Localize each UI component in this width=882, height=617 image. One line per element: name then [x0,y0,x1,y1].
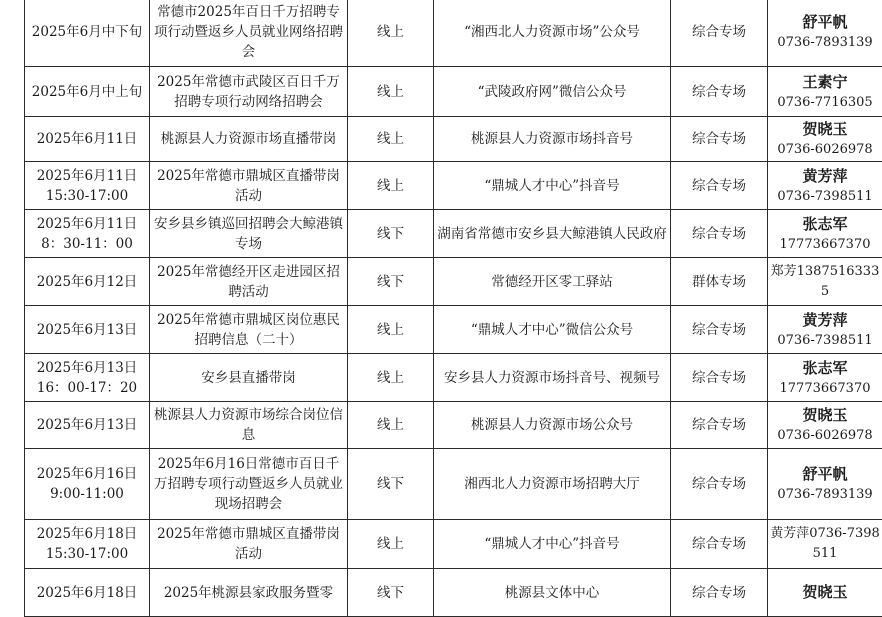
date-cell: 2025年6月11日 8：30-11：00 [25,210,150,258]
title-cell: 2025年常德市武陵区百日千万招聘专项行动网络招聘会 [150,67,348,117]
type-cell: 综合专场 [671,402,768,449]
title-cell: 2025年桃源县家政服务暨零 [150,569,348,617]
table-row [25,449,882,520]
contact-cell [768,258,882,306]
contact-name: 王素宁 [770,72,880,93]
title-cell: 2025年常德市鼎城区直播带岗活动 [150,162,348,210]
mode-cell: 线上 [348,0,434,67]
date-cell: 2025年6月11日 [25,117,150,162]
title-cell: 2025年常德市鼎城区岗位惠民招聘信息（二十） [150,306,348,354]
mode-cell: 线上 [348,117,434,162]
contact-name: 贺晓玉 [770,582,880,603]
type-cell: 综合专场 [671,569,768,617]
contact-text: 黄芳萍0736-7398511 [770,524,880,564]
contact-phone: 0736-7893139 [770,33,880,52]
table-row [25,0,882,67]
mode-cell: 线上 [348,162,434,210]
venue-cell: “鼎城人才中心”抖音号 [434,162,671,210]
contact-cell [768,354,882,402]
mode-cell: 线下 [348,258,434,306]
title-cell: 常德市2025年百日千万招聘专项行动暨返乡人员就业网络招聘会 [150,0,348,67]
mode-cell: 线上 [348,354,434,402]
contact-phone: 0736-6026978 [770,140,880,159]
mode-cell: 线下 [348,210,434,258]
venue-cell: “鼎城人才中心”微信公众号 [434,306,671,354]
title-cell: 桃源县人力资源市场综合岗位信息 [150,402,348,449]
title-cell: 2025年常德市鼎城区直播带岗活动 [150,520,348,569]
contact-name: 舒平帆 [770,12,880,33]
table-row [25,354,882,402]
mode-cell: 线上 [348,402,434,449]
contact-name: 贺晓玉 [770,119,880,140]
mode-cell: 线上 [348,306,434,354]
contact-cell [768,569,882,617]
table-row [25,258,882,306]
type-cell: 综合专场 [671,210,768,258]
contact-name: 张志军 [770,214,880,235]
date-cell: 2025年6月12日 [25,258,150,306]
venue-cell: 安乡县人力资源市场抖音号、视频号 [434,354,671,402]
title-cell: 2025年常德经开区走进园区招聘活动 [150,258,348,306]
venue-cell: 桃源县文体中心 [434,569,671,617]
contact-cell [768,402,882,449]
table-row [25,402,882,449]
contact-phone: 0736-6026978 [770,426,880,445]
type-cell: 综合专场 [671,117,768,162]
title-cell: 2025年6月16日常德市百日千万招聘专项行动暨返乡人员就业现场招聘会 [150,449,348,520]
job-fair-schedule-table [24,0,882,617]
venue-cell: 常德经开区零工驿站 [434,258,671,306]
date-cell: 2025年6月11日 15:30-17:00 [25,162,150,210]
venue-cell: 湖南省常德市安乡县大鲸港镇人民政府 [434,210,671,258]
contact-phone: 17773667370 [770,235,880,254]
contact-name: 舒平帆 [770,464,880,485]
date-cell: 2025年6月18日 [25,569,150,617]
table-row [25,569,882,617]
type-cell: 综合专场 [671,162,768,210]
venue-cell: 桃源县人力资源市场公众号 [434,402,671,449]
mode-cell: 线上 [348,67,434,117]
mode-cell: 线上 [348,520,434,569]
date-cell: 2025年6月13日 [25,306,150,354]
type-cell: 综合专场 [671,306,768,354]
type-cell: 综合专场 [671,354,768,402]
contact-phone: 0736-7893139 [770,485,880,504]
date-cell: 2025年6月13日 [25,402,150,449]
type-cell: 综合专场 [671,520,768,569]
venue-cell: 桃源县人力资源市场抖音号 [434,117,671,162]
contact-cell [768,306,882,354]
type-cell: 群体专场 [671,258,768,306]
date-cell: 2025年6月18日 15:30-17:00 [25,520,150,569]
contact-name: 贺晓玉 [770,405,880,426]
contact-phone: 17773667370 [770,379,880,398]
type-cell: 综合专场 [671,67,768,117]
venue-cell: “湘西北人力资源市场”公众号 [434,0,671,67]
venue-cell: “武陵政府网”微信公众号 [434,67,671,117]
contact-text: 郑芳13875163335 [770,262,880,302]
contact-phone: 0736-7398511 [770,331,880,350]
table-row [25,67,882,117]
contact-phone: 0736-7716305 [770,93,880,112]
table-row [25,306,882,354]
date-cell: 2025年6月中下旬 [25,0,150,67]
contact-cell [768,162,882,210]
contact-name: 黄芳萍 [770,310,880,331]
contact-cell [768,0,882,67]
title-cell: 安乡县乡镇巡回招聘会大鲸港镇专场 [150,210,348,258]
type-cell: 综合专场 [671,0,768,67]
mode-cell: 线下 [348,449,434,520]
table-row [25,210,882,258]
type-cell: 综合专场 [671,449,768,520]
contact-cell [768,67,882,117]
contact-cell [768,117,882,162]
contact-cell [768,449,882,520]
contact-name: 张志军 [770,358,880,379]
date-cell: 2025年6月16日 9:00-11:00 [25,449,150,520]
title-cell: 安乡县直播带岗 [150,354,348,402]
contact-cell [768,210,882,258]
venue-cell: 湘西北人力资源市场招聘大厅 [434,449,671,520]
table-row [25,117,882,162]
contact-phone: 0736-7398511 [770,187,880,206]
title-cell: 桃源县人力资源市场直播带岗 [150,117,348,162]
table-row [25,520,882,569]
contact-name: 黄芳萍 [770,166,880,187]
date-cell: 2025年6月13日 16：00-17：20 [25,354,150,402]
contact-cell [768,520,882,569]
table-row [25,162,882,210]
mode-cell: 线下 [348,569,434,617]
venue-cell: “鼎城人才中心”抖音号 [434,520,671,569]
date-cell: 2025年6月中上旬 [25,67,150,117]
